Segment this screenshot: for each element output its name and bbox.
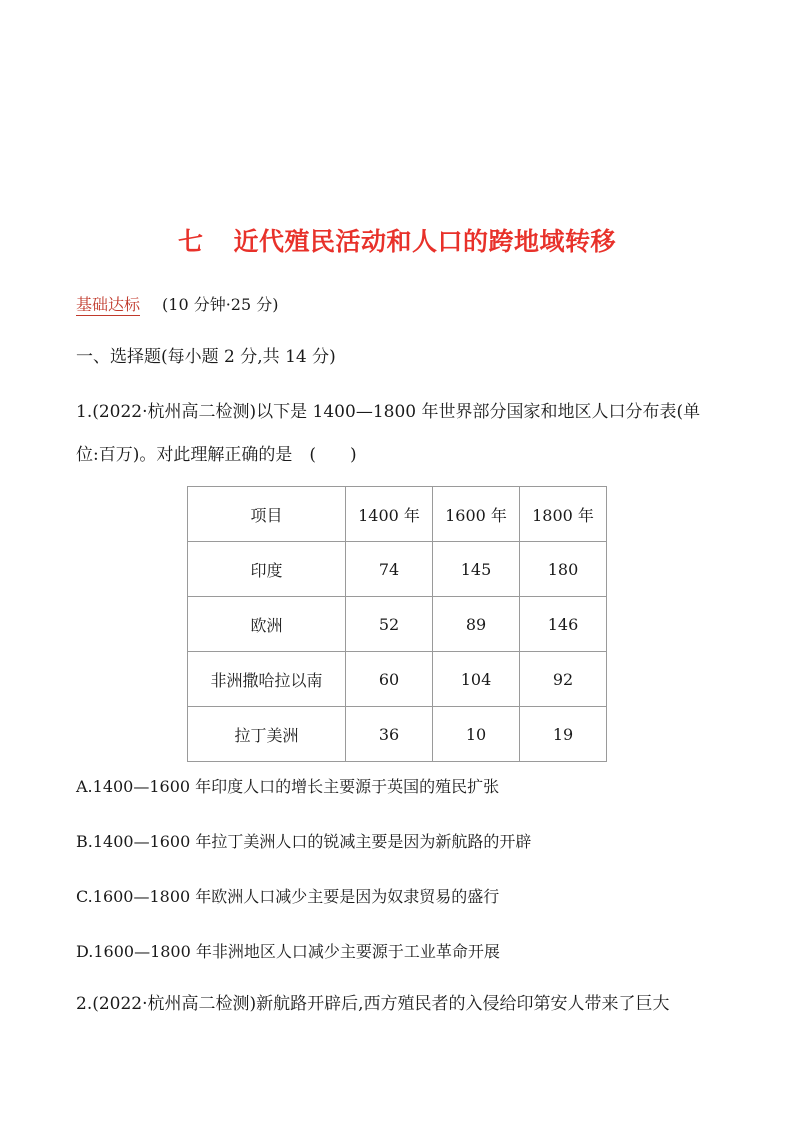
table-row bbox=[188, 597, 607, 652]
question-2-line-1: 2.(2022·杭州高二检测)新航路开辟后,西方殖民者的入侵给印第安人带来了巨大 bbox=[76, 994, 670, 1014]
table-row bbox=[188, 652, 607, 707]
section-header bbox=[76, 292, 278, 315]
section-info: (10 分钟·25 分) bbox=[162, 295, 279, 314]
page-title bbox=[0, 222, 794, 258]
option-d: D.1600—1800 年非洲地区人口减少主要源于工业革命开展 bbox=[76, 942, 500, 961]
table-row bbox=[188, 542, 607, 597]
table-cell: 60 bbox=[346, 652, 433, 707]
option-b: B.1400—1600 年拉丁美洲人口的锐减主要是因为新航路的开辟 bbox=[76, 832, 532, 851]
table-header-cell: 1600 年 bbox=[433, 487, 520, 542]
table-cell: 印度 bbox=[188, 542, 346, 597]
option-a: A.1400—1600 年印度人口的增长主要源于英国的殖民扩张 bbox=[76, 777, 500, 796]
chapter-number: 七 bbox=[177, 227, 204, 256]
table-row bbox=[188, 707, 607, 762]
table-header-cell: 1800 年 bbox=[520, 487, 607, 542]
population-table bbox=[187, 486, 607, 762]
table-header-cell: 项目 bbox=[188, 487, 346, 542]
table-cell: 92 bbox=[520, 652, 607, 707]
question-1-line-1: 1.(2022·杭州高二检测)以下是 1400—1800 年世界部分国家和地区人口分布表(单 bbox=[76, 402, 701, 422]
option-c: C.1600—1800 年欧洲人口减少主要是因为奴隶贸易的盛行 bbox=[76, 887, 500, 906]
table-cell: 19 bbox=[520, 707, 607, 762]
table-cell: 36 bbox=[346, 707, 433, 762]
chapter-title: 近代殖民活动和人口的跨地域转移 bbox=[233, 227, 617, 256]
table-cell: 拉丁美洲 bbox=[188, 707, 346, 762]
table-cell: 89 bbox=[433, 597, 520, 652]
section-tag: 基础达标 bbox=[76, 295, 141, 314]
table-cell: 180 bbox=[520, 542, 607, 597]
table-cell: 欧洲 bbox=[188, 597, 346, 652]
table-header-cell: 1400 年 bbox=[346, 487, 433, 542]
table-cell: 74 bbox=[346, 542, 433, 597]
question-1-line-2: 位:百万)。对此理解正确的是 ( ) bbox=[76, 445, 357, 465]
question-type-header: 一、选择题(每小题 2 分,共 14 分) bbox=[76, 347, 336, 367]
table-header-row bbox=[188, 487, 607, 542]
table-cell: 非洲撒哈拉以南 bbox=[188, 652, 346, 707]
table-cell: 10 bbox=[433, 707, 520, 762]
table-cell: 52 bbox=[346, 597, 433, 652]
table-cell: 146 bbox=[520, 597, 607, 652]
table-cell: 104 bbox=[433, 652, 520, 707]
table-cell: 145 bbox=[433, 542, 520, 597]
